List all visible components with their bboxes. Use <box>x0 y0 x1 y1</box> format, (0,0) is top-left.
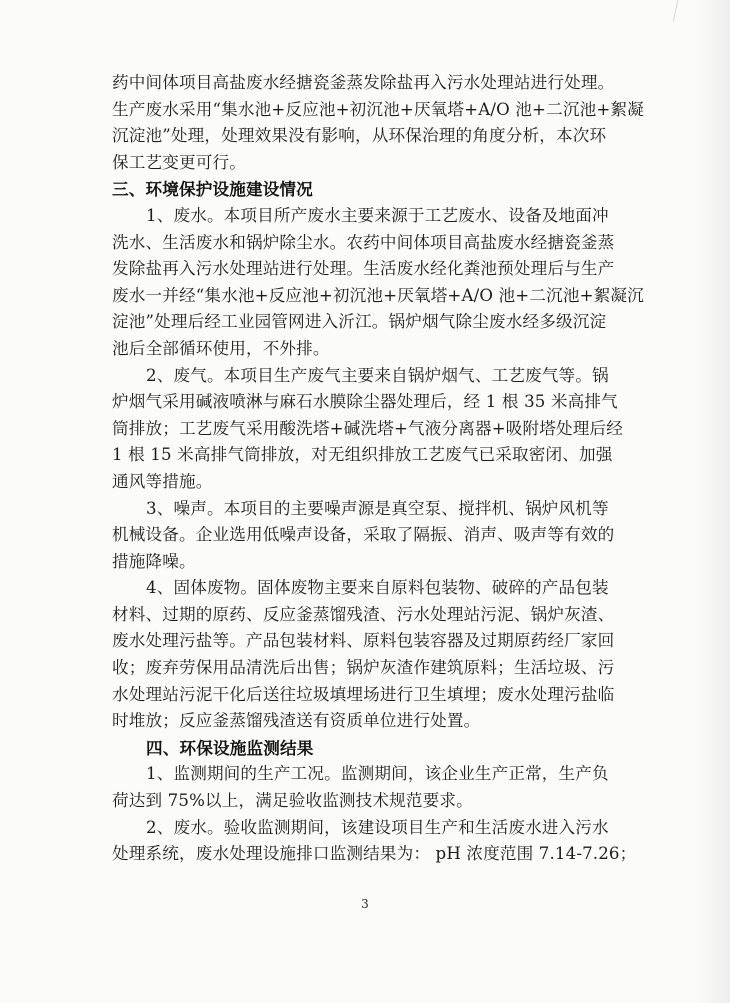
document-body <box>112 70 644 868</box>
paragraph-line: 4、固体废物。固体废物主要来自原料包装物、破碎的产品包装 <box>146 578 609 598</box>
paragraph-line: 生产废水采用“集水池+反应池+初沉池+厌氧塔+A/O 池+二沉池+絮凝 <box>112 99 644 119</box>
paragraph-line: 池后全部循环使用，不外排。 <box>112 338 330 358</box>
paragraph-line: 水处理站污泥干化后送往垃圾填埋场进行卫生填埋；废水处理污盐临 <box>112 684 615 704</box>
paragraph-line: 材料、过期的原药、反应釜蒸馏残渣、污水处理站污泥、锅炉灰渣、 <box>112 604 615 624</box>
paragraph-line: 措施降噪。 <box>112 551 196 571</box>
paragraph-line: 筒排放；工艺废气采用酸洗塔+碱洗塔+气液分离器+吸附塔处理后经 <box>112 418 623 438</box>
paragraph-line: 2、废水。验收监测期间，该建设项目生产和生活废水进入污水 <box>146 817 609 837</box>
paragraph-line: 通风等措施。 <box>112 471 213 491</box>
page-fold-mark <box>673 0 697 22</box>
scan-shadow-edge <box>696 0 730 1003</box>
paragraph-line: 1、监测期间的生产工况。监测期间，该企业生产正常，生产负 <box>146 764 609 784</box>
paragraph-line: 炉烟气采用碱液喷淋与麻石水膜除尘器处理后，经 1 根 35 米高排气 <box>112 392 618 412</box>
paragraph-line: 处理系统，废水处理设施排口监测结果为： pH 浓度范围 7.14-7.26； <box>112 844 637 864</box>
paragraph-line: 洗水、生活废水和锅炉除尘水。农药中间体项目高盐废水经搪瓷釜蒸 <box>112 232 615 252</box>
paragraph-line: 机械设备。企业选用低噪声设备，采取了隔振、消声、吸声等有效的 <box>112 525 615 545</box>
section-heading: 三、环境保护设施建设情况 <box>112 179 313 200</box>
paragraph-line: 收；废弃劳保用品清洗后出售；锅炉灰渣作建筑原料；生活垃圾、污 <box>112 658 615 678</box>
paragraph-line: 3、噪声。本项目的主要噪声源是真空泵、搅拌机、锅炉风机等 <box>146 498 609 518</box>
paragraph-line: 废水一并经“集水池+反应池+初沉池+厌氧塔+A/O 池+二沉池+絮凝沉 <box>112 285 644 305</box>
paragraph-line: 沉淀池”处理，处理效果没有影响，从环保治理的角度分析，本次环 <box>112 126 607 146</box>
paragraph-line: 废水处理污盐等。产品包装材料、原料包装容器及过期原药经厂家回 <box>112 631 615 651</box>
paragraph-line: 保工艺变更可行。 <box>112 152 246 172</box>
paragraph-line: 药中间体项目高盐废水经搪瓷釜蒸发除盐再入污水处理站进行处理。 <box>112 73 615 92</box>
paragraph-line: 2、废气。本项目生产废气主要来自锅炉烟气、工艺废气等。锅 <box>146 365 609 385</box>
page-number: 3 <box>361 897 369 911</box>
paragraph-line: 荷达到 75%以上，满足验收监测技术规范要求。 <box>112 791 473 811</box>
paragraph-line: 淀池”处理后经工业园管网进入沂江。锅炉烟气除尘废水经多级沉淀 <box>112 312 607 332</box>
paragraph-line: 1 根 15 米高排气筒排放，对无组织排放工艺废气已采取密闭、加强 <box>112 445 613 465</box>
section-heading: 四、环保设施监测结果 <box>146 737 314 758</box>
paragraph-line: 发除盐再入污水处理站进行处理。生活废水经化粪池预处理后与生产 <box>112 259 615 279</box>
paragraph-line: 时堆放；反应釜蒸馏残渣送有资质单位进行处置。 <box>112 711 481 731</box>
paragraph-line: 1、废水。本项目所产废水主要来源于工艺废水、设备及地面冲 <box>146 205 609 225</box>
